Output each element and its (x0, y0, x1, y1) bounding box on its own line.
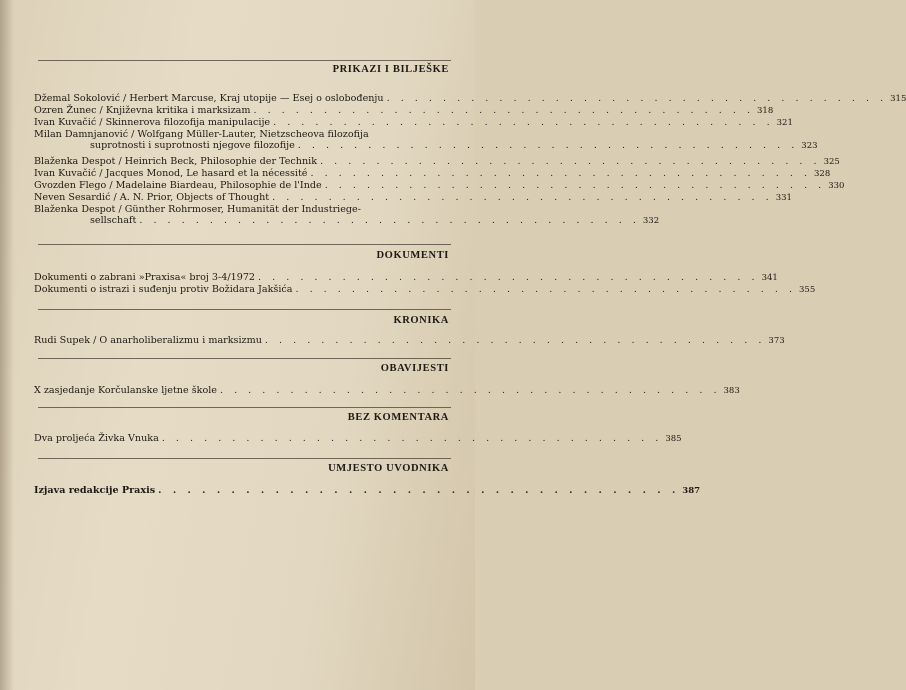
toc-entry (34, 335, 785, 347)
toc-entry (34, 180, 845, 192)
section-rule (38, 309, 451, 310)
section-heading-prikazi: PRIKAZI I BILJEŠKE (332, 64, 449, 75)
section-heading-obavijesti: OBAVIJESTI (380, 363, 449, 374)
toc-entry-title: Izjava redakcije Praxis (34, 485, 156, 496)
section-rule (38, 407, 451, 408)
toc-entry-leader: . . . . . . . . . . . . . . . . . . . . . . . . . . . . . . . . . . . . (158, 485, 680, 496)
toc-entry-leader: . . . . . . . . . . . . . . . . . . . . . . . . . . . . . . . . . . . . (253, 105, 755, 116)
section-rule (38, 358, 451, 359)
toc-entry-leader: . . . . . . . . . . . . . . . . . . . . . . . . . . . . . . . . . . . . (139, 215, 640, 226)
toc-entry-title: Dokumenti o istrazi i suđenju protiv Božidara Jakšića (34, 284, 293, 295)
toc-entry-leader: . . . . . . . . . . . . . . . . . . . . . . . . . . . . . . . . . . . . (295, 284, 797, 295)
toc-entry (34, 485, 701, 497)
toc-entry-title: Blaženka Despot / Günther Rohrmoser, Humanität der Industriege- (34, 204, 361, 215)
toc-entry-leader: . . . . . . . . . . . . . . . . . . . . . . . . . . . . . . . . . . . . (264, 335, 766, 346)
toc-entry-page: 315 (890, 94, 906, 104)
toc-entry-leader: . . . . . . . . . . . . . . . . . . . . . . . . . . . . . . . . . . . . (297, 140, 799, 151)
toc-entry-page: 355 (799, 285, 816, 295)
toc-entry-title: Džemal Sokolović / Herbert Marcuse, Kraj utopije — Esej o oslobođenju (34, 93, 384, 104)
toc-entry-title: Ivan Kuvačić / Jacques Monod, Le hasard et la nécessité (34, 168, 308, 179)
toc-entry-page: 325 (823, 157, 840, 167)
toc-entry-title: Milan Damnjanović / Wolfgang Müller-Lauter, Nietzscheova filozofija (34, 129, 369, 140)
toc-entry-page: 323 (801, 141, 818, 151)
section-rule (38, 244, 451, 245)
toc-entry-title: Ivan Kuvačić / Skinnerova filozofija manipulacije (34, 117, 271, 128)
section-rule (38, 60, 451, 61)
toc-entry (34, 272, 778, 284)
toc-entry-leader: . . . . . . . . . . . . . . . . . . . . . . . . . . . . . . . . . . . . (386, 93, 888, 104)
toc-entry-page: 383 (723, 386, 740, 396)
toc-entry-title: Rudi Supek / O anarholiberalizmu i marksizmu (34, 335, 262, 346)
toc-entry (34, 385, 740, 397)
toc-entry-title: sellschaft (90, 215, 137, 226)
toc-entry (34, 105, 774, 117)
section-heading-kronika: KRONIKA (393, 315, 449, 326)
toc-entry-page: 328 (814, 169, 831, 179)
toc-entry-page: 330 (828, 181, 845, 191)
toc-entry-leader: . . . . . . . . . . . . . . . . . . . . . . . . . . . . . . . . . . . . (161, 433, 663, 444)
toc-entry (34, 168, 831, 180)
toc-entry-page: 341 (761, 273, 778, 283)
toc-entry-leader: . . . . . . . . . . . . . . . . . . . . . . . . . . . . . . . . . . . . (258, 272, 759, 283)
section-heading-dokumenti: DOKUMENTI (376, 250, 449, 261)
toc-entry (34, 284, 816, 296)
toc-entry (34, 117, 793, 129)
toc-entry-leader: . . . . . . . . . . . . . . . . . . . . . . . . . . . . . . . . . . . . (320, 156, 821, 167)
toc-entry-page: 332 (642, 216, 660, 226)
toc-entry-page: 321 (776, 118, 793, 128)
toc-entry (34, 129, 453, 140)
toc-entry-leader: . . . . . . . . . . . . . . . . . . . . . . . . . . . . . . . . . . . . (310, 168, 812, 179)
section-heading-bez-komentara: BEZ KOMENTARA (347, 412, 449, 423)
toc-entry-page: 385 (665, 434, 682, 444)
toc-entry-continuation (90, 140, 818, 152)
toc-entry-page: 318 (757, 106, 774, 116)
toc-entry-leader: . . . . . . . . . . . . . . . . . . . . . . . . . . . . . . . . . . . . (272, 192, 773, 203)
section-rule (38, 458, 451, 459)
toc-entry (34, 204, 453, 215)
toc-entry-leader: . . . . . . . . . . . . . . . . . . . . . . . . . . . . . . . . . . . . (273, 117, 774, 128)
toc-entry (34, 192, 792, 204)
toc-entry-title: suprotnosti i suprotnosti njegove filozofije (90, 140, 295, 151)
toc-entry-page: 387 (682, 486, 701, 496)
toc-entry-page: 331 (775, 193, 792, 203)
toc-entry (34, 156, 840, 168)
toc-entry-leader: . . . . . . . . . . . . . . . . . . . . . . . . . . . . . . . . . . . . (324, 180, 826, 191)
toc-entry (34, 433, 682, 445)
toc-entry-leader: . . . . . . . . . . . . . . . . . . . . . . . . . . . . . . . . . . . . (219, 385, 721, 396)
toc-entry-title: X zasjedanje Korčulanske ljetne škole (34, 385, 217, 396)
toc-entry-title: Ozren Žunec / Književna kritika i marksizam (34, 105, 251, 116)
toc-entry-page: 373 (768, 336, 785, 346)
section-heading-umjesto-uvodnika: UMJESTO UVODNIKA (328, 463, 449, 474)
page-gutter-shadow (0, 0, 14, 690)
toc-entry-title: Gvozden Flego / Madelaine Biardeau, Philosophie de l'Inde (34, 180, 322, 191)
toc-entry-title: Neven Sesardić / A. N. Prior, Objects of Thought (34, 192, 270, 203)
toc-entry (34, 93, 906, 105)
toc-entry-title: Dva proljeća Živka Vnuka (34, 433, 159, 444)
toc-entry-title: Dokumenti o zabrani »Praxisa« broj 3-4/1972 (34, 272, 256, 283)
toc-entry-title: Blaženka Despot / Heinrich Beck, Philosophie der Technik (34, 156, 318, 167)
toc-entry-continuation (90, 215, 660, 227)
